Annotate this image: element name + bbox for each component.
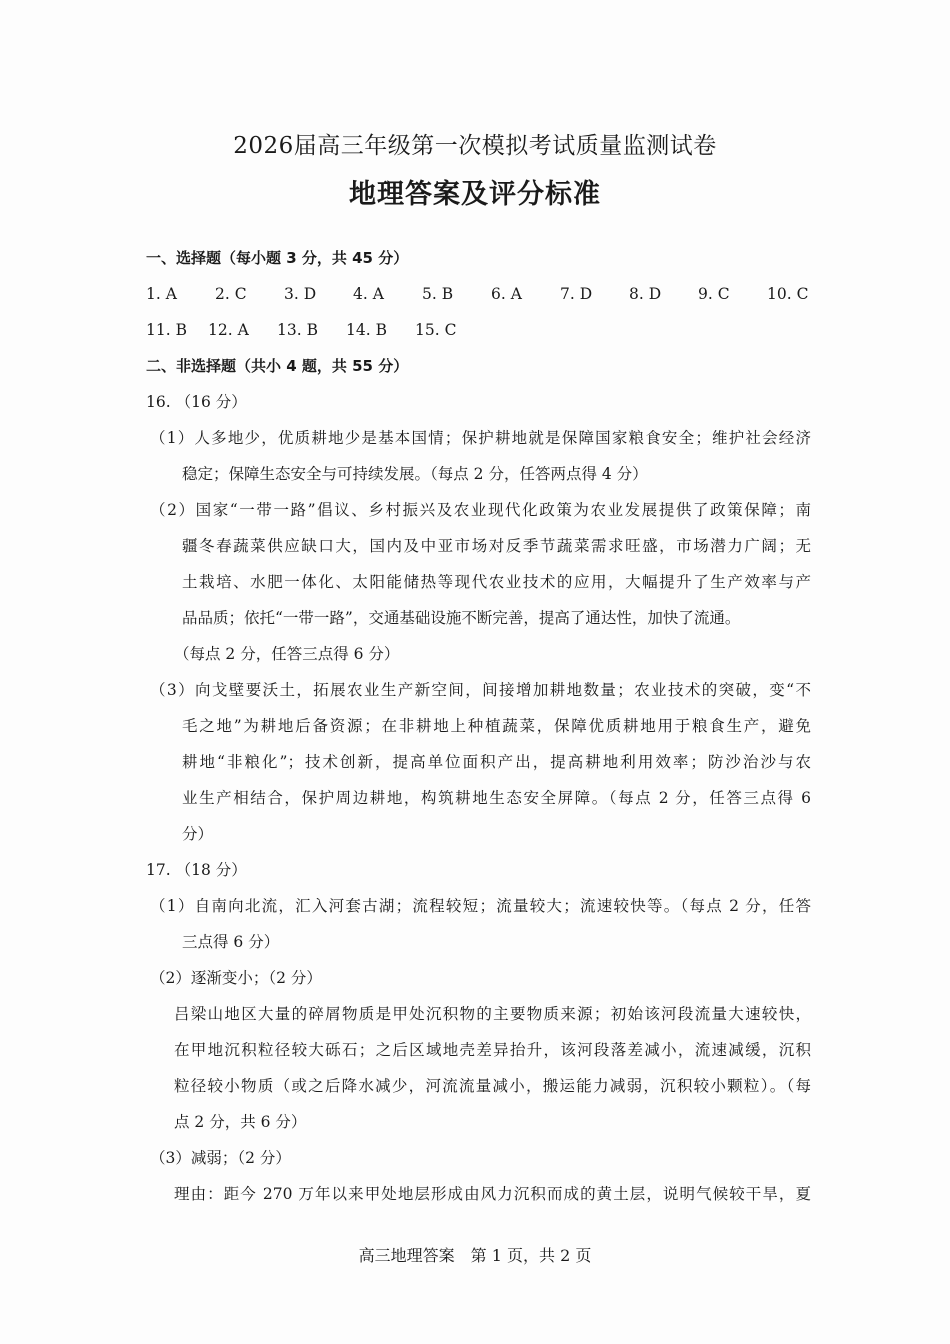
q17-part2-line: 点 2 分，共 6 分） <box>174 1113 307 1131</box>
q17-part2-line: 吕梁山地区大量的碎屑物质是甲处沉积物的主要物质来源；初始该河段流量大速较快， <box>174 1005 811 1023</box>
answer-item: 5. B <box>422 285 454 303</box>
q16-part3-line: 业生产相结合，保护周边耕地，构筑耕地生态安全屏障。（每点 2 分，任答三点得 6 <box>182 789 811 807</box>
q16-part3-line: （3）向戈壁要沃土，拓展农业生产新空间，间接增加耕地数量；农业技术的突破，变“不 <box>150 681 811 699</box>
q17-part2-line: 在甲地沉积粒径较大砾石；之后区域地壳差异抬升，该河段落差减小，流速减缓，沉积 <box>174 1041 811 1059</box>
q16-part3-line: 毛之地”为耕地后备资源；在非耕地上种植蔬菜，保障优质耕地用于粮食生产，避免 <box>182 717 811 735</box>
answer-item: 1. A <box>146 285 177 303</box>
answer-item: 6. A <box>491 285 522 303</box>
answer-item: 4. A <box>353 285 384 303</box>
q16-part3-line: 耕地“非粮化”；技术创新，提高单位面积产出，提高耕地利用效率；防沙治沙与农 <box>182 753 811 771</box>
q17-part3-head: （3）减弱；（2 分） <box>150 1149 291 1167</box>
q17-part2-head: （2）逐渐变小；（2 分） <box>150 969 322 987</box>
answer-item: 2. C <box>215 285 247 303</box>
q17-part1-line: （1）自南向北流，汇入河套古湖；流程较短；流量较大；流速较快等。（每点 2 分，任答 <box>150 897 811 915</box>
answer-item: 15. C <box>415 321 457 339</box>
exam-subtitle: 地理答案及评分标准 <box>349 179 601 210</box>
q16-part2-line: （每点 2 分，任答三点得 6 分） <box>174 645 400 663</box>
answer-row-1 <box>146 276 811 312</box>
exam-title: 2026届高三年级第一次模拟考试质量监测试卷 <box>233 133 717 159</box>
answer-body <box>146 240 811 1212</box>
answer-item: 9. C <box>698 285 730 303</box>
q16-part2-line: 品品质；依托“一带一路”，交通基础设施不断完善，提高了通达性，加快了流通。 <box>182 609 741 627</box>
section2-heading: 二、非选择题（共小 4 题，共 55 分） <box>146 357 409 375</box>
answer-item: 14. B <box>346 321 387 339</box>
answer-item: 8. D <box>629 285 662 303</box>
q16-part2-line: （2）国家“一带一路”倡议、乡村振兴及农业现代化政策为农业发展提供了政策保障；南 <box>150 501 811 519</box>
q16-part2-line: 疆冬春蔬菜供应缺口大，国内及中亚市场对反季节蔬菜需求旺盛，市场潜力广阔；无 <box>182 537 811 555</box>
q16-label: 16. （16 分） <box>146 393 247 411</box>
q17-part1-line: 三点得 6 分） <box>182 933 280 951</box>
page-footer: 高三地理答案 第 1 页，共 2 页 <box>358 1246 592 1265</box>
answer-item: 11. B <box>146 321 187 339</box>
q17-part2-line: 粒径较小物质（或之后降水减少，河流流量减小，搬运能力减弱，沉积较小颗粒）。（每 <box>174 1077 811 1095</box>
answer-row-2 <box>146 312 811 348</box>
answer-item: 12. A <box>208 321 249 339</box>
q16-part2-line: 土栽培、水肥一体化、太阳能储热等现代农业技术的应用，大幅提升了生产效率与产 <box>182 573 811 591</box>
section1-heading: 一、选择题（每小题 3 分，共 45 分） <box>146 249 409 267</box>
q16-part1-line: 稳定；保障生态安全与可持续发展。（每点 2 分，任答两点得 4 分） <box>182 465 648 483</box>
answer-item: 7. D <box>560 285 593 303</box>
q17-label: 17. （18 分） <box>146 861 247 879</box>
q16-part3-line: 分） <box>182 825 214 843</box>
answer-item: 10. C <box>767 285 809 303</box>
answer-item: 3. D <box>284 285 317 303</box>
q16-part1-line: （1）人多地少，优质耕地少是基本国情；保护耕地就是保障国家粮食安全；维护社会经济 <box>150 429 811 447</box>
answer-item: 13. B <box>277 321 318 339</box>
q17-part3-line: 理由：距今 270 万年以来甲处地层形成由风力沉积而成的黄土层，说明气候较干旱，夏 <box>174 1185 811 1203</box>
